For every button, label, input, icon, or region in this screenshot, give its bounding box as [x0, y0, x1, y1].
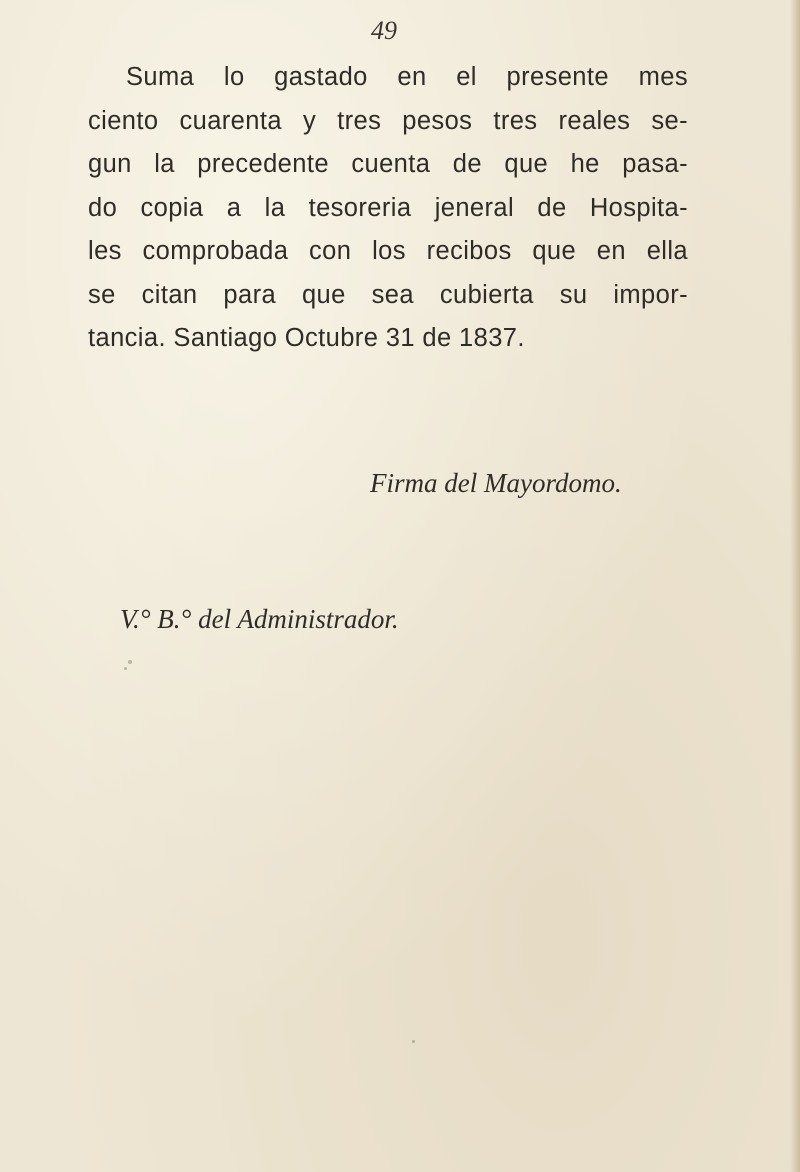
paragraph-line: gun la precedente cuenta de que he pasa- [88, 150, 688, 178]
paragraph-line: ciento cuarenta y tres pesos tres reales se- [88, 106, 688, 135]
paragraph [88, 56, 688, 361]
page-number: 49 [371, 16, 397, 45]
paragraph-line: se citan para que sea cubierta su impor- [88, 280, 688, 309]
paragraph-line: Suma lo gastado en el presente mes [126, 63, 688, 91]
ink-speck [128, 660, 132, 664]
ink-speck [124, 667, 127, 670]
page-edge [790, 0, 800, 1172]
ink-speck [412, 1040, 415, 1043]
approval-line: V.° B.° del Administrador. [120, 604, 399, 634]
paragraph-line: les comprobada con los recibos que en ella [88, 237, 688, 265]
paragraph-line: do copia a la tesoreria jeneral de Hospita- [88, 193, 688, 222]
paragraph-line: tancia. Santiago Octubre 31 de 1837. [88, 324, 525, 352]
signature-line: Firma del Mayordomo. [370, 468, 622, 498]
